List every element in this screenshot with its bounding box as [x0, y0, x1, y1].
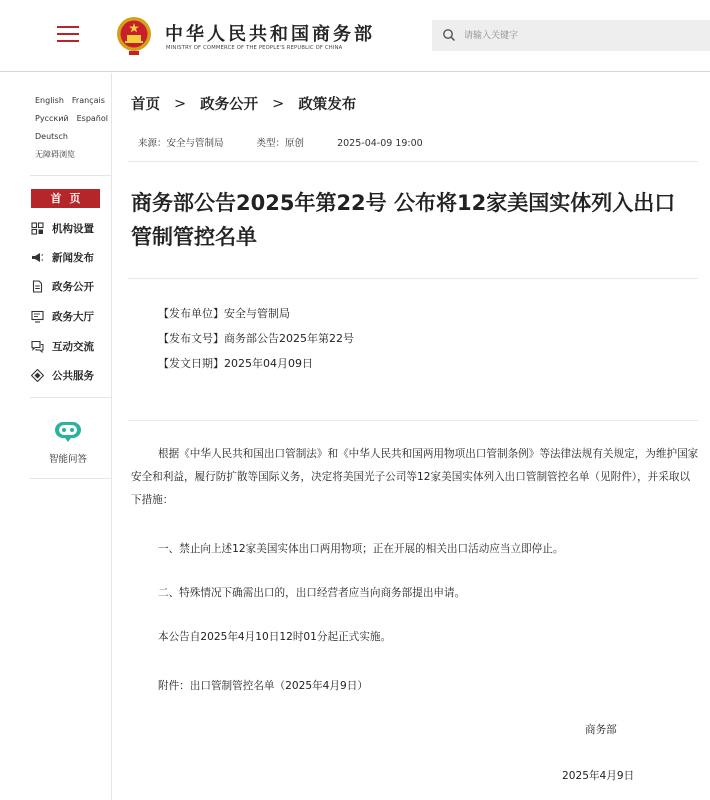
- measure-item-1: 一、禁止向上述12家美国实体出口两用物项；正在开展的相关出口活动应当立即停止。: [158, 543, 564, 555]
- article-meta: [138, 135, 427, 149]
- meta-type: 类型：原创: [256, 138, 305, 149]
- home-nav-button[interactable]: 首页: [31, 189, 100, 208]
- breadcrumb: [131, 93, 356, 114]
- search-icon[interactable]: [442, 28, 456, 42]
- site-title[interactable]: 中华人民共和国商务部: [165, 24, 375, 45]
- breadcrumb-government-affairs[interactable]: 政务公开: [200, 97, 259, 113]
- sidebar-item-government-affairs[interactable]: [31, 277, 94, 295]
- lang-french[interactable]: Français: [71, 96, 105, 105]
- breadcrumb-policy-release[interactable]: 政策发布: [298, 97, 357, 113]
- issuer-line: 【发布单位】安全与管制局: [158, 307, 290, 320]
- breadcrumb-separator: >: [174, 95, 187, 112]
- accessibility-link[interactable]: 无障碍浏览: [35, 150, 75, 159]
- sidebar-item-label: 政务公开: [52, 280, 94, 293]
- document-icon: [31, 280, 44, 293]
- sidebar-item-label: 公共服务: [52, 369, 94, 382]
- assistant-label[interactable]: 智能问答: [49, 454, 88, 465]
- monitor-icon: [31, 310, 44, 323]
- sidebar-item-label: 政务大厅: [52, 310, 94, 323]
- language-switcher: [35, 92, 116, 164]
- divider: [128, 161, 698, 162]
- sign-date: 2025年4月9日: [562, 770, 635, 782]
- effective-date-text: 本公告自2025年4月10日12时01分起正式实施。: [158, 631, 392, 643]
- sidebar-item-label: 互动交流: [52, 340, 94, 353]
- meta-source: 来源：安全与管制局: [138, 138, 224, 149]
- measure-item-2: 二、特殊情况下确需出口的，出口经营者应当向商务部提出申请。: [158, 587, 466, 599]
- search-bar[interactable]: [432, 20, 710, 51]
- signer: 商务部: [585, 724, 617, 736]
- attachment-link[interactable]: 附件：出口管制管控名单（2025年4月9日）: [158, 680, 368, 692]
- lang-english[interactable]: English: [35, 96, 64, 105]
- divider: [30, 478, 112, 479]
- divider: [128, 420, 698, 421]
- national-emblem-icon[interactable]: [115, 14, 153, 56]
- article-title: 商务部公告2025年第22号 公布将12家美国实体列入出口管制管控名单: [131, 191, 676, 249]
- menu-icon[interactable]: [57, 26, 79, 44]
- issue-date-line: 【发文日期】2025年04月09日: [158, 357, 313, 370]
- sidebar-item-label: 新闻发布: [52, 251, 94, 264]
- search-input[interactable]: [464, 26, 704, 46]
- site-header: [0, 0, 710, 72]
- lang-german[interactable]: Deutsch: [35, 132, 68, 141]
- lang-russian[interactable]: Русский: [35, 114, 69, 123]
- doc-number-line: 【发布文号】商务部公告2025年第22号: [158, 332, 354, 345]
- chat-icon: [31, 340, 44, 353]
- sidebar-item-organization[interactable]: [31, 219, 94, 237]
- left-sidebar: [0, 73, 112, 800]
- lang-spanish[interactable]: Español: [76, 114, 108, 123]
- sidebar-item-public-service[interactable]: [31, 366, 94, 384]
- meta-datetime: 2025-04-09 19:00: [337, 138, 423, 149]
- sidebar-item-service-hall[interactable]: [31, 307, 94, 325]
- divider: [30, 397, 112, 398]
- divider: [128, 278, 698, 279]
- site-subtitle: MINISTRY OF COMMERCE OF THE PEOPLE'S REPUBLIC OF CHINA: [166, 45, 343, 51]
- robot-assistant-icon[interactable]: [53, 419, 83, 443]
- sidebar-item-interaction[interactable]: [31, 337, 94, 355]
- megaphone-icon: [31, 251, 44, 264]
- grid-icon: [31, 222, 44, 235]
- breadcrumb-separator: >: [272, 95, 285, 112]
- breadcrumb-home[interactable]: 首页: [131, 97, 160, 113]
- diamond-icon: [31, 369, 44, 382]
- divider: [30, 175, 112, 176]
- body-paragraph: 根据《中华人民共和国出口管制法》和《中华人民共和国两用物项出口管制条例》等法律法规有关规定，为维护国家安全和利益，履行防扩散等国际义务，决定将美国光子公司等12家美国实体列入出口管制管控名单（见附件），并采取以下措施：: [131, 448, 699, 506]
- sidebar-item-label: 机构设置: [52, 222, 94, 235]
- sidebar-item-news[interactable]: [31, 248, 94, 266]
